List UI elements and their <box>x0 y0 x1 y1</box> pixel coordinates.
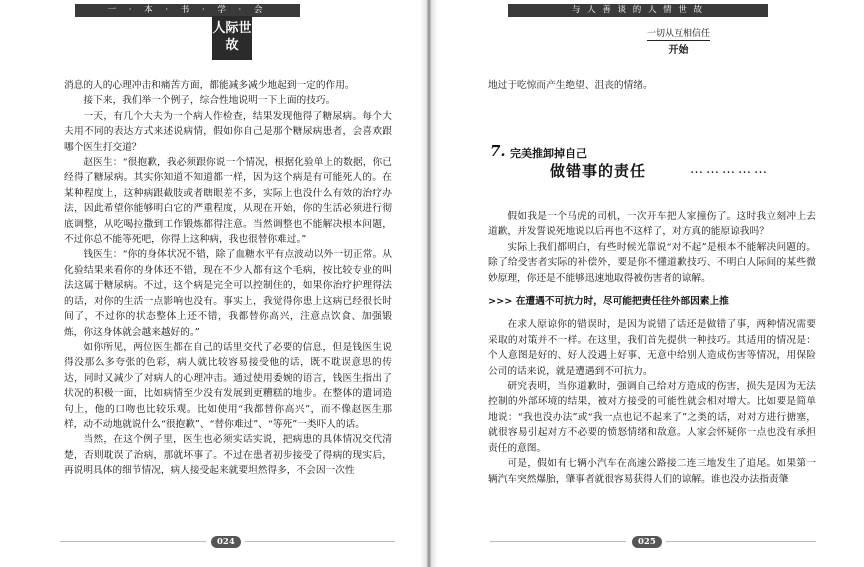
chapter-label <box>647 26 710 56</box>
book-spine-gutter <box>420 0 438 567</box>
section-leader-dots: …………… <box>690 162 770 177</box>
subheading: >>> 在遭遇不可抗力时，尽可能把责任往外部因素上推 <box>488 296 729 308</box>
paragraph: 消息的人的心理冲击和痛苦方面，都能减多减少地起到一定的作用。 <box>64 80 355 91</box>
page-number: 024 <box>211 536 241 548</box>
left-page <box>0 0 420 567</box>
paragraph: 如你所见，两位医生都在自己的话里交代了必要的信息，但是钱医生说得没那么多夸张的色彩，病人就比较容易接受他的话，既不耽误意思的传达，同时又减少了对病人的心理冲击。通过使用委婉的语言，钱医生指出了状况的积极一面，比如病情至少没有发展到更糟糕的地步。在整体的遣词造句上，他的口吻也比较乐观。比如使用“我都替你高兴”，而不像赵医生那样，动不动地就说什么“很抱歉”、“替你难过”、“等死”一类吓人的话。 <box>64 341 392 430</box>
paragraph: 一天，有几个大夫为一个病人作检查，结果发现他得了糖尿病。每个大夫用不同的表达方式来述说病情，假如你自己是那个糖尿病患者，会喜欢跟哪个医生打交道？ <box>64 110 392 153</box>
section-number: 7. <box>490 142 506 160</box>
paragraph: 赵医生：“很抱歉，我必须跟你说一个情况，根据化验单上的数据，你已经得了糖尿病。其实你知道不知道都一样，因为这个病是有可能死人的。在某种程度上，这种病跟截肢或者瞎眼差不多，实际上也没什么有效的治疗办法，因此希望你能够明白它的严重程度，从现在开始，你的生活必须进行彻底调整，从吃喝拉撒到工作锻炼都得注意。当然调整也不能解决根本问题，不过你总不能等死吧，你得上这种病，我也很替你难过。” <box>64 157 392 246</box>
chapter-label-line2: 开始 <box>668 45 689 56</box>
left-body-text <box>64 78 392 479</box>
paragraph: 研究表明，当你道歉时，强调自己给对方造成的伤害，损失是因为无法控制的外部环境的结果，被对方接受的可能性就会相对增大。比如要是简单地说：“我也没办法”或“我一点也记不起来了”之类的话，对对方进行搪塞，就很容易引起对方不必要的愤怒情绪和敌意。人家会怀疑你一点也没有承担责任的意图。 <box>488 381 816 454</box>
section-heading <box>490 142 810 187</box>
section-title: 完美推卸掉自己 <box>510 147 587 160</box>
paragraph: 可是，假如有七辆小汽车在高速公路接二连三地发生了追尾。如果第一辆汽车突然爆胎，肇事者就很容易获得人们的谅解。谁也没办法指责肇 <box>488 458 816 485</box>
chapter-label-line1: 一切从互相信任 <box>647 26 710 41</box>
right-running-header: 与 人 善 谈 的 人 情 世 故 <box>508 4 768 17</box>
paragraph: 接下来，我们举一个例子，综合性地说明一下上面的技巧。 <box>83 95 336 107</box>
paragraph: 地过于吃惊而产生绝望、沮丧的情绪。 <box>488 80 653 91</box>
book-logo-badge: 人际世故 <box>212 16 252 60</box>
footer-rule <box>666 541 816 542</box>
paragraph: 在求人原谅你的错误时，是因为说错了话还是做错了事，两种情况需要采取的对策并不一样。在这里，我们首先提供一种技巧。其适用的情况是：个人意图是好的、好人没遇上好事、无意中给别人造成伤害等情况，用保险公司的话来说，就是遭遇到不可抗力。 <box>488 319 816 377</box>
right-body-text <box>488 209 816 487</box>
paragraph: 钱医生：“你的身体状况不错，除了血糖水平有点波动以外一切正常。从化验结果来看你的身体还不错，现在不少人都有这个毛病，按比较专业的叫法这属于糖尿病。不过，这个病是完全可以控制住的，如果你治疗护理得法的话，对你的生活一点影响也没有。事实上，我觉得你患上这病已经很长时间了，不过你的状态整体上还不错，我都替你高兴，注意点饮食、加强锻炼，你这身体就会越来越好的。” <box>64 249 392 338</box>
left-running-header: 一 · 本 · 书 · 学 · 会 <box>75 4 300 17</box>
section-subtitle: 做错事的责任 <box>550 162 647 180</box>
footer-rule <box>245 541 395 542</box>
footer-rule <box>490 541 626 542</box>
right-intro-text <box>488 78 816 93</box>
paragraph: 实际上我们都明白，有些时候光靠说“对不起”是根本不能解决问题的。除了给受害者实际的补偿外，要是你不懂道歉技巧、不明白人际间的某些微妙原理，你还是不能够迅速地取得被伤害者的谅解。 <box>488 241 816 284</box>
paragraph: 假如我是一个马虎的司机，一次开车把人家撞伤了。这时我立刻冲上去道歉，并发誓说死地说以后再也不这样了，对方真的能原谅我吗？ <box>488 211 816 238</box>
page-number: 025 <box>632 536 662 548</box>
paragraph: 当然，在这个例子里，医生也必须实话实说，把病患的具体情况交代清楚，否则耽误了治病，那就坏事了。不过在患者初步接受了得病的现实后，再说明具体的细节情况，病人接受起来就要坦然得多，不会因一次性 <box>64 434 392 477</box>
footer-rule <box>60 541 206 542</box>
